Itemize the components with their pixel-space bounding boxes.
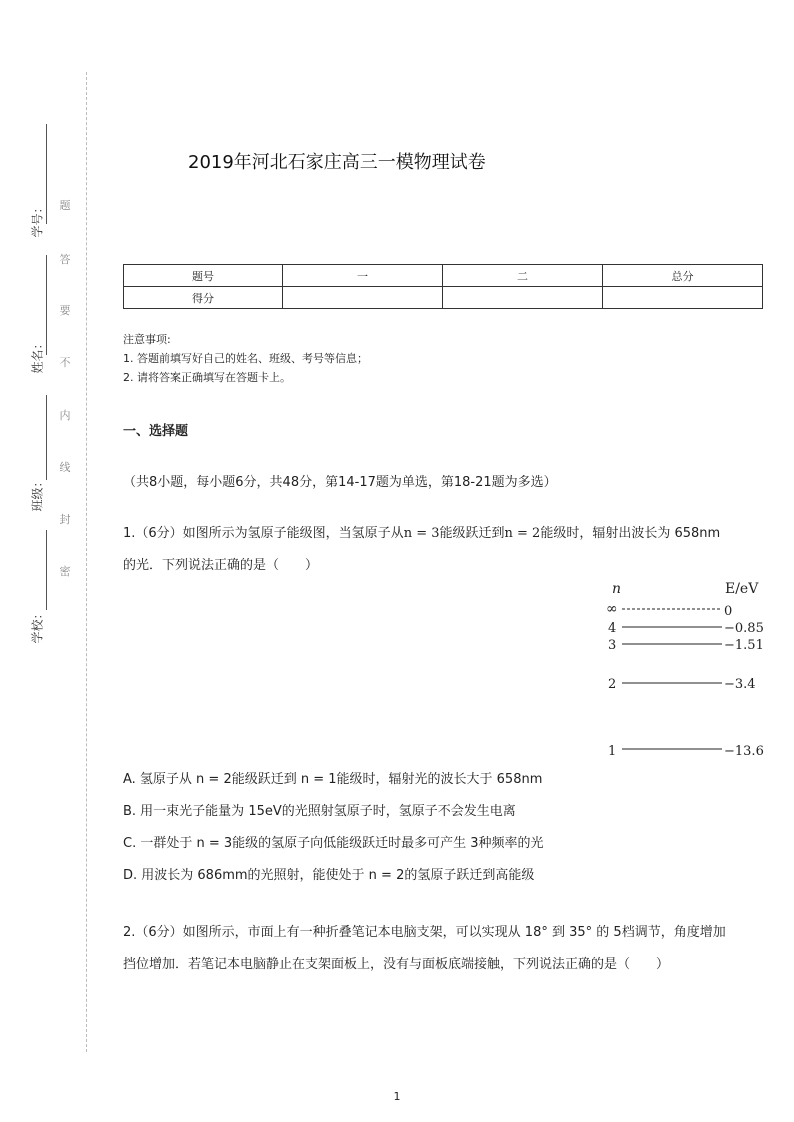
q1-text-c: 能级时，辐射出波长为 658nm xyxy=(540,526,721,541)
score-table-header-row xyxy=(124,265,763,287)
name-line xyxy=(46,255,47,355)
e-axis-label: E/eV xyxy=(725,581,759,597)
level-e-label: −0.85 xyxy=(724,621,764,636)
question-1-line-1 xyxy=(123,518,763,550)
notes-block xyxy=(123,330,368,387)
score-cell[interactable] xyxy=(603,287,763,309)
q1-option-d[interactable]: D. 用波长为 686mm的光照射，能使处于 n = 2的氢原子跃迁到高能级 xyxy=(123,868,535,883)
header-cell: 二 xyxy=(443,265,603,287)
student-id-label: 学号： xyxy=(30,201,45,238)
seal-char: 密 xyxy=(59,565,71,578)
seal-char: 内 xyxy=(59,409,71,422)
seal-char: 答 xyxy=(59,253,71,266)
binding-dashed-line xyxy=(86,72,87,1052)
seal-char: 封 xyxy=(59,513,71,526)
level-n-label: 2 xyxy=(608,677,617,692)
level-n-label: 3 xyxy=(608,638,617,653)
school-label: 学校： xyxy=(30,607,45,644)
page-number: 1 xyxy=(393,1090,401,1103)
score-cell[interactable] xyxy=(443,287,603,309)
seal-char: 不 xyxy=(59,356,71,369)
question-1-line-2: 的光．下列说法正确的是（ ） xyxy=(123,558,319,573)
section-note: （共8小题，每小题6分，共48分，第14-17题为单选，第18-21题为多选） xyxy=(123,475,557,490)
seal-char: 要 xyxy=(59,304,71,317)
level-e-label: −1.51 xyxy=(724,638,764,653)
q1-option-c[interactable]: C. 一群处于 n = 3能级的氢原子向低能级跃迁时最多可产生 3种频率的光 xyxy=(123,836,544,851)
q1-option-a[interactable]: A. 氢原子从 n = 2能级跃迁到 n = 1能级时，辐射光的波长大于 658nm xyxy=(123,772,543,787)
seal-char: 题 xyxy=(59,199,71,212)
header-cell: 题号 xyxy=(124,265,283,287)
level-e-label: 0 xyxy=(724,604,733,619)
student-id-line xyxy=(46,124,47,224)
question-2 xyxy=(123,917,763,981)
question-2-line-2: 挡位增加．若笔记本电脑静止在支架面板上，没有与面板底端接触，下列说法正确的是（ ） xyxy=(123,957,670,972)
question-1 xyxy=(123,518,763,582)
class-label: 班级： xyxy=(30,475,45,512)
score-table-score-row xyxy=(124,287,763,309)
section-title: 一、选择题 xyxy=(123,424,189,439)
level-e-label: −3.4 xyxy=(724,677,756,692)
notes-heading: 注意事项: xyxy=(123,333,171,346)
seal-char: 线 xyxy=(59,461,71,474)
q1-n3: n = 3 xyxy=(403,526,440,541)
class-line xyxy=(46,395,47,480)
score-cell[interactable] xyxy=(283,287,443,309)
q1-n2: n = 2 xyxy=(504,526,541,541)
level-e-label: −13.6 xyxy=(724,744,764,759)
level-n-label: 4 xyxy=(608,621,617,636)
score-table xyxy=(123,264,763,309)
level-n-label: ∞ xyxy=(606,601,618,617)
header-cell: 一 xyxy=(283,265,443,287)
q1-text-b: 能级跃迁到 xyxy=(439,526,505,541)
school-line xyxy=(46,530,47,610)
q1-option-b[interactable]: B. 用一束光子能量为 15eV的光照射氢原子时，氢原子不会发生电离 xyxy=(123,804,516,819)
exam-title: 2019年河北石家庄高三一模物理试卷 xyxy=(188,152,486,173)
q1-text-a: 1.（6分）如图所示为氢原子能级图，当氢原子从 xyxy=(123,526,404,541)
question-2-line-1: 2.（6分）如图所示，市面上有一种折叠笔记本电脑支架，可以实现从 18° 到 35° 的 5档调节，角度增加 xyxy=(123,925,726,940)
notes-item: 2. 请将答案正确填写在答题卡上。 xyxy=(123,371,291,384)
score-row-label: 得分 xyxy=(124,287,283,309)
n-axis-label: n xyxy=(612,581,622,597)
level-n-label: 1 xyxy=(608,744,617,759)
name-label: 姓名： xyxy=(30,337,45,374)
notes-item: 1. 答题前填写好自己的姓名、班级、考号等信息； xyxy=(123,352,368,365)
header-cell: 总分 xyxy=(603,265,763,287)
energy-level-diagram xyxy=(600,575,770,765)
